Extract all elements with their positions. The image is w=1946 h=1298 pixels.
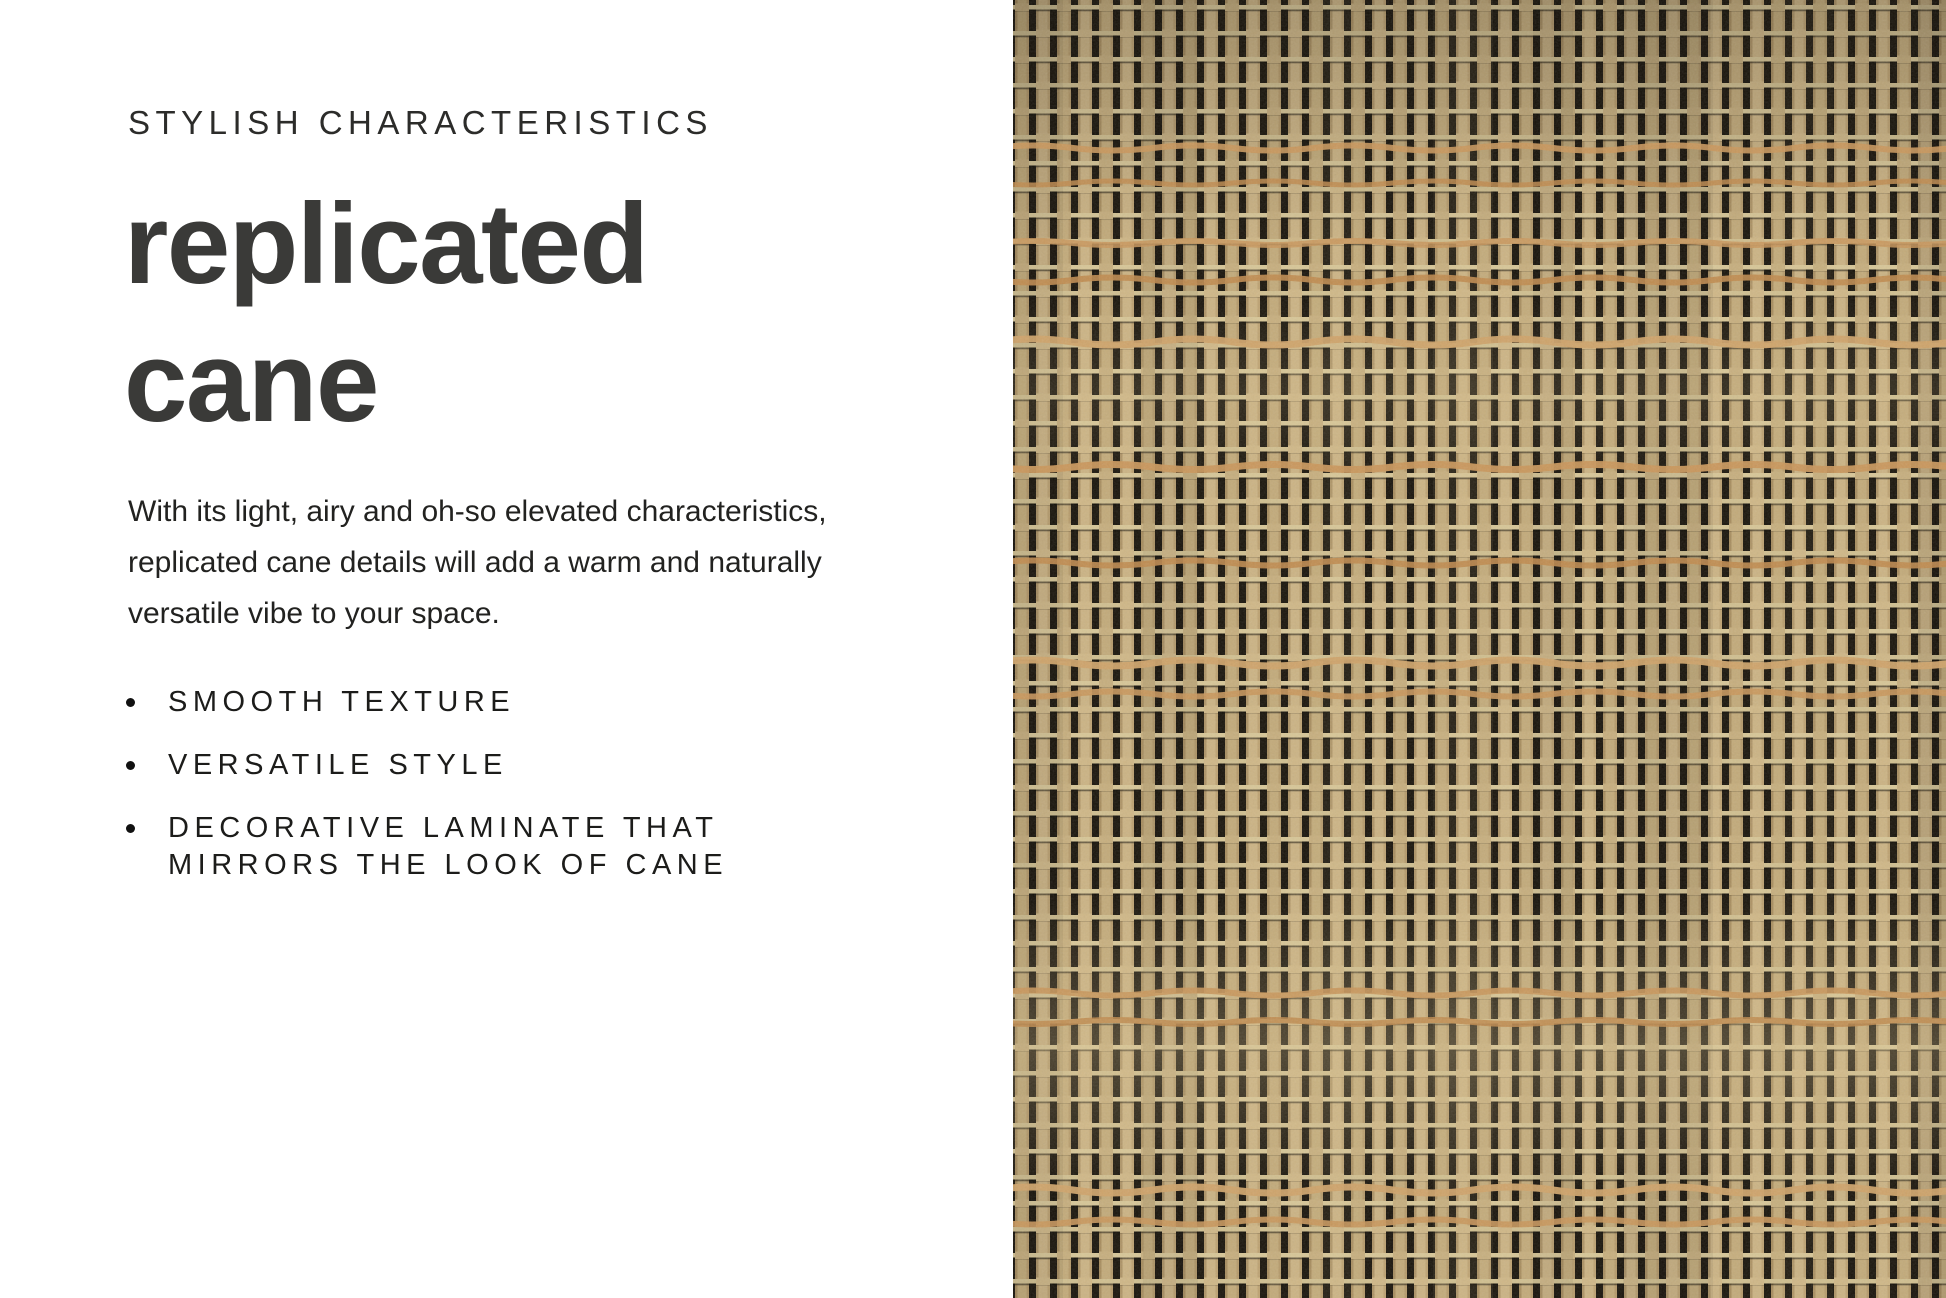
list-item-label: DECORATIVE LAMINATE THAT MIRRORS THE LOOK OF CANE [168,812,729,881]
list-item-label: VERSATILE STYLE [168,749,508,781]
list-item [126,747,808,784]
title-line-1: replicated [124,181,648,308]
image-panel [1013,0,1946,1298]
paragraph-line: versatile vibe to your space. [128,597,500,630]
bullet-dot [126,761,135,770]
list-item [126,684,808,721]
bullet-dot [126,698,135,707]
feature-list [126,684,808,910]
paragraph-line: With its light, airy and oh-so elevated characteristics, [128,495,827,528]
description-paragraph [128,486,827,639]
eyebrow-heading: STYLISH CHARACTERISTICS [128,104,713,141]
paragraph-line: replicated cane details will add a warm and naturally [128,546,822,579]
title-line-2: cane [124,319,378,446]
page-title [124,176,648,452]
bullet-dot [126,824,135,833]
list-item-label: SMOOTH TEXTURE [168,686,516,718]
cane-texture-image [1013,0,1946,1298]
list-item [126,810,808,884]
